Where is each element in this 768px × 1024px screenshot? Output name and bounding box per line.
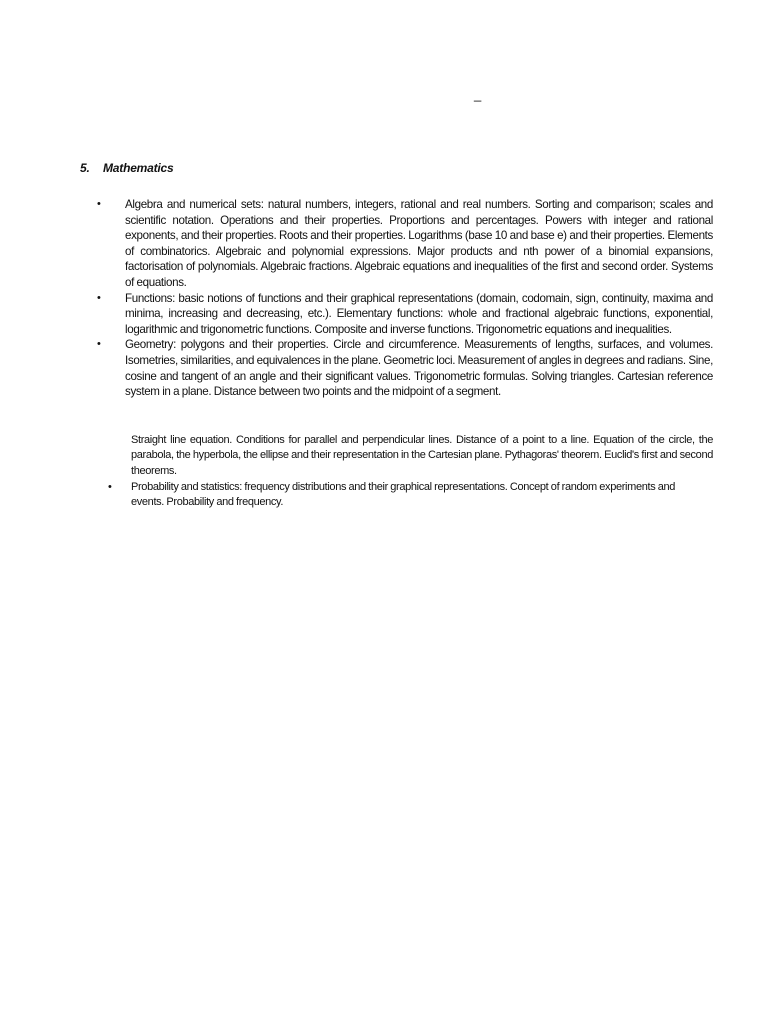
- list-item-text: Algebra and numerical sets: natural numbers, integers, rational and real numbers. Sorting and comparison; scales and scientific notation. Operations and their properties. Proportions and percentages. Powers with integer and rational exponents, and their properties. Roots and their properties. Logarithms (base 10 and base e) and their properties. Elements of combinatorics. Algebraic and polynomial expressions. Major products and nth power of a binomial expansions, factorisation of polynomials. Algebraic fractions. Algebraic equations and inequalities of the first and second order. Systems of equations.: [125, 198, 713, 289]
- list-item-text: Functions: basic notions of functions and their graphical representations (domain, codomain, sign, continuity, maxima and minima, increasing and decreasing, etc.). Elementary functions: whole and fractional algebraic functions, exponential, logarithmic and trigonometric functions. Composite and inverse functions. Trigonometric equations and inequalities.: [125, 291, 713, 336]
- list-item-algebra: [97, 197, 713, 291]
- page-top-mark: _: [474, 87, 482, 102]
- bullet-icon: •: [97, 338, 101, 351]
- topic-bullet-list-2: [108, 480, 708, 511]
- list-item-geometry: [97, 337, 713, 399]
- bullet-icon: •: [97, 291, 101, 304]
- geometry-continuation-paragraph: Straight line equation. Conditions for parallel and perpendicular lines. Distance of a point to a line. Equation of the circle, the parabola, the hyperbola, the ellipse and their representation in the Cartesian plane. Pythagoras' theorem. Euclid's first and second theorems.: [131, 434, 713, 477]
- topic-bullet-list: [97, 197, 713, 400]
- bullet-icon: •: [97, 198, 101, 210]
- section-heading: [80, 161, 174, 175]
- section-number: 5.: [80, 161, 90, 175]
- section-title: Mathematics: [103, 161, 174, 175]
- list-item-functions: [97, 291, 713, 338]
- list-item-text: Geometry: polygons and their properties. Circle and circumference. Measurements of lengths, surfaces, and volumes. Isometries, similarities, and equivalences in the plane. Geometric loci. Measurement of angles in degrees and radians. Sine, cosine and tangent of an angle and their significant values. Trigonometric formulas. Solving triangles. Cartesian reference system in a plane. Distance between two points and the midpoint of a segment.: [125, 338, 713, 399]
- list-item-text: Probability and statistics: frequency distributions and their graphical representations. Concept of random experiments and events. Probability and frequency.: [131, 481, 676, 509]
- bullet-icon: •: [108, 481, 112, 493]
- list-item-probability: [108, 480, 708, 511]
